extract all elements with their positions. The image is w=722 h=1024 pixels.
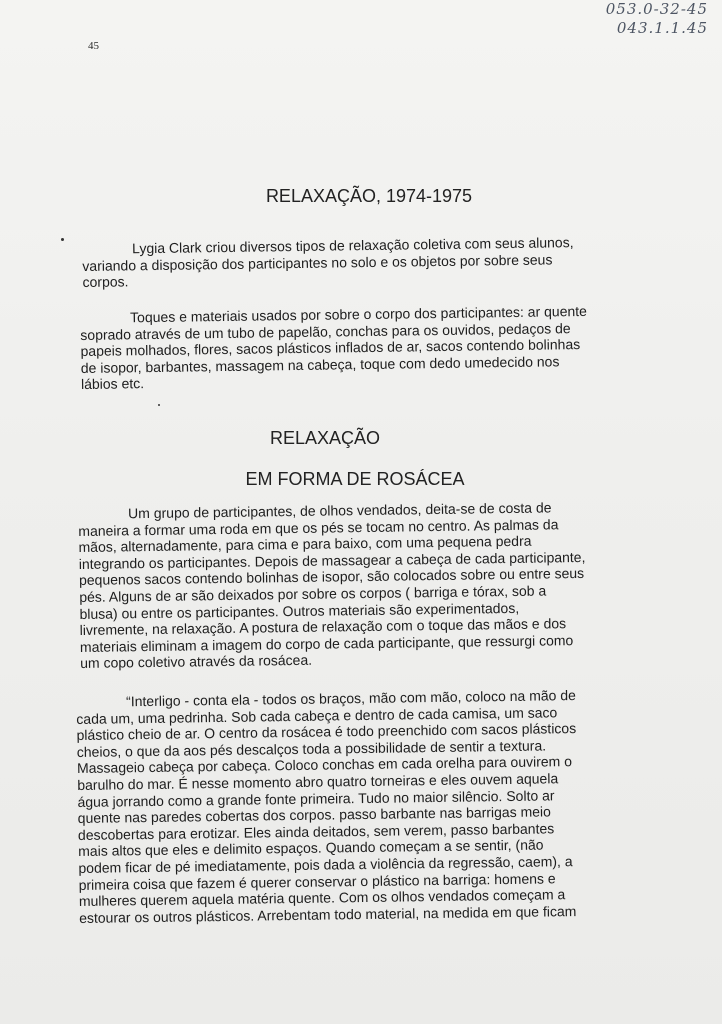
stray-ink-mark bbox=[61, 238, 64, 241]
text-line: cheios, o que da aos pés descalços toda a possibilidade de sentir a textura. bbox=[76, 737, 547, 760]
text-line: lábios etc. bbox=[80, 375, 145, 393]
text-line: mulheres querem aquela matéria quente. Com os olhos vendados começam a bbox=[78, 886, 566, 910]
text-line: um copo coletivo através da rosácea. bbox=[80, 652, 313, 672]
paragraph-intro bbox=[82, 233, 623, 290]
text-line: quente nas paredes cobertas dos corpos. passo barbante nas barrigas meio bbox=[77, 803, 551, 827]
text-line: Lygia Clark criou diversos tipos de relaxação coletiva com seus alunos, bbox=[131, 234, 574, 257]
stray-ink-mark bbox=[158, 404, 160, 406]
text-line: papeis molhados, flores, sacos plásticos inflados de ar, sacos contendo bolinhas bbox=[80, 336, 581, 360]
handwritten-reference-codes bbox=[606, 0, 708, 38]
text-line: blusa) ou entre os participantes. Outros materiais são experimentados, bbox=[79, 599, 520, 622]
text-line: plástico cheio de ar. O centro da rosácea é todo preenchido com sacos plásticos bbox=[76, 720, 577, 744]
section-subtitle-rosacea: EM FORMA DE ROSÁCEA bbox=[245, 469, 465, 489]
text-line: materiais eliminam a imagem do corpo de cada participante, que ressurgi como bbox=[79, 631, 574, 655]
paragraph-rosacea-description bbox=[78, 498, 620, 671]
text-line: corpos. bbox=[82, 273, 129, 291]
text-line: pequenos sacos contendo bolinhas de isopor, são colocados sobre ou entre seus bbox=[78, 565, 585, 589]
text-line: soprado através de um tubo de papelão, conchas para os ouvidos, pedaços de bbox=[80, 319, 571, 343]
section-title-relaxacao-1974: RELAXAÇÃO, 1974-1975 bbox=[265, 186, 473, 206]
text-line: descobertas para erotizar. Eles ainda deitados, sem verem, passo barbantes bbox=[77, 820, 555, 843]
text-line: “Interligo - conta ela - todos os braços, mão com mão, coloco na mão de bbox=[125, 687, 576, 710]
page-number: 45 bbox=[88, 40, 99, 52]
text-line: primeira coisa que fazem é querer conservar o plástico na barriga: homens e bbox=[78, 869, 556, 893]
text-line: cada um, uma pedrinha. Sob cada cabeça e dentro de cada camisa, um saco bbox=[76, 703, 558, 727]
text-line: mãos, alternadamente, para cima e para baixo, com uma pequena pedra bbox=[78, 532, 532, 556]
text-line: de isopor, barbantes, massagem na cabeça, toque com dedo umedecido nos bbox=[80, 353, 560, 376]
text-line: mais altos que eles e delimito espaços. Quando começam a se sentir, (não bbox=[78, 836, 544, 860]
handwritten-code-2: 043.1.1.45 bbox=[616, 19, 708, 37]
text-line: barulho do mar. É nesse momento abro quatro torneiras e eles ouvem aquela bbox=[77, 770, 559, 793]
paragraph-quote bbox=[76, 686, 619, 926]
text-line: pés. Alguns de ar são deixados por sobre os corpos ( barriga e tórax, sob a bbox=[79, 582, 547, 605]
text-line: Um grupo de participantes, de olhos vendados, deita-se de costa de bbox=[127, 499, 552, 522]
text-line: estourar os outros plásticos. Arrebentam todo material, na medida em que ficam bbox=[79, 902, 577, 926]
text-line: Massageio cabeça por cabeça. Coloco conchas em cada orelha para ouvirem o bbox=[76, 753, 573, 777]
handwritten-code-1: 053.0-32-45 bbox=[605, 0, 708, 18]
text-line: podem ficar de pé imediatamente, pois dada a violência da regressão, caem), a bbox=[78, 853, 573, 876]
text-line: maneira a formar uma roda em que os pés se tocam no centro. As palmas da bbox=[78, 515, 559, 539]
text-line: integrando os participantes. Depois de massagear a cabeça de cada participante, bbox=[78, 548, 586, 572]
section-title-relaxacao: RELAXAÇÃO bbox=[269, 428, 381, 448]
text-line: água jorrando como a grande fonte primeira. Tudo no maior silêncio. Solto ar bbox=[77, 786, 555, 810]
paragraph-materials bbox=[80, 302, 621, 393]
text-line: Toques e materiais usados por sobre o corpo dos participantes: ar quente bbox=[129, 302, 588, 326]
text-line: variando a disposição dos participantes no solo e os objetos por sobre seus bbox=[82, 251, 553, 274]
text-line: livremente, na relaxação. A postura de relaxação com o toque das mãos e dos bbox=[79, 615, 567, 639]
